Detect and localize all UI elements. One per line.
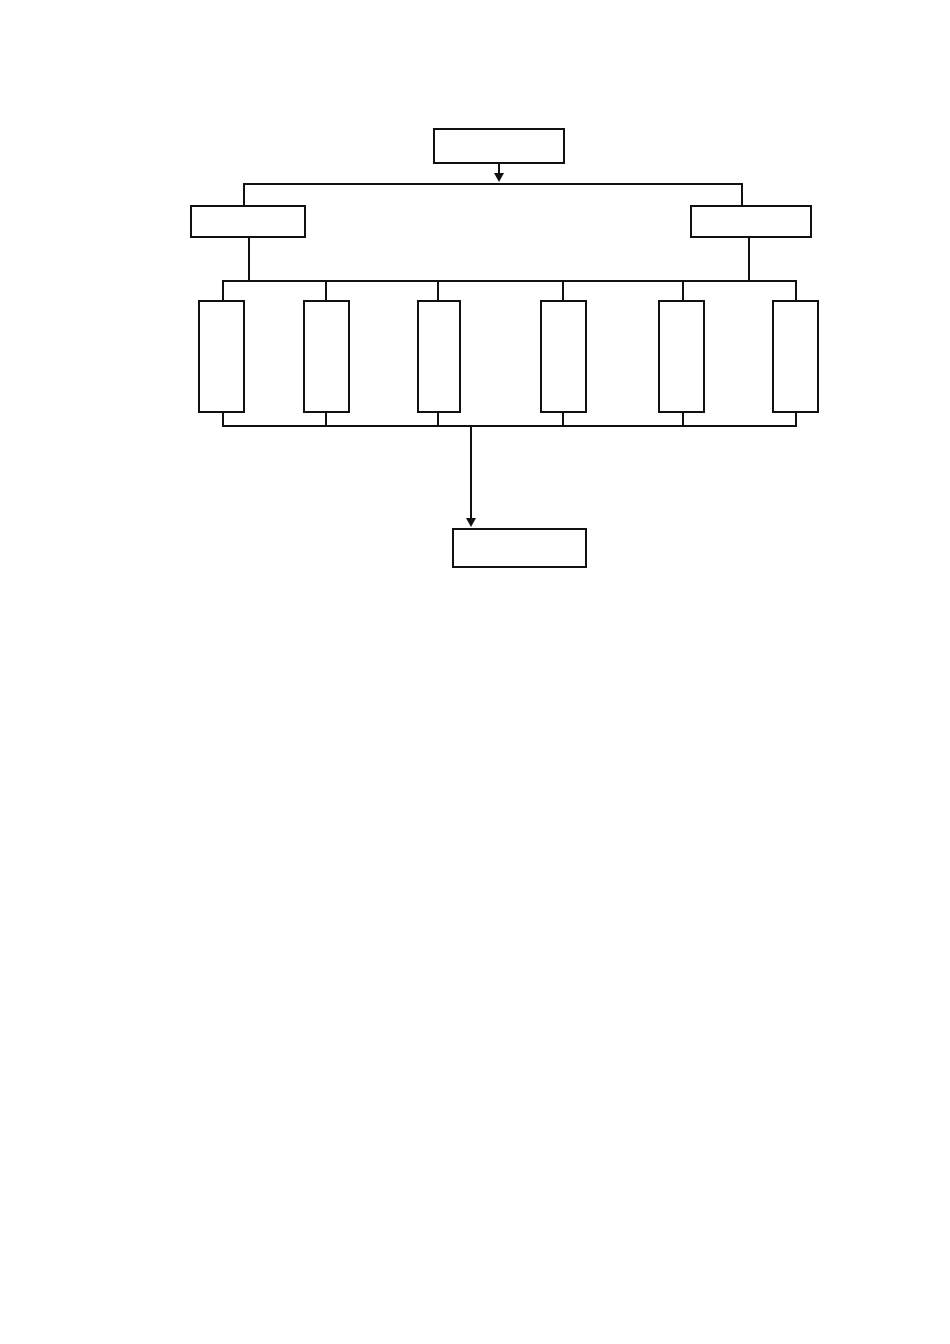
box-dept-office — [772, 300, 819, 413]
connector — [222, 413, 224, 425]
box-dept-design — [540, 300, 587, 413]
connector — [437, 280, 439, 300]
box-tech-lead — [690, 205, 812, 238]
box-work-areas — [452, 528, 587, 568]
connector — [562, 413, 564, 425]
connector — [325, 280, 327, 300]
box-dept-lab — [658, 300, 705, 413]
connector — [795, 413, 797, 425]
connector — [562, 280, 564, 300]
box-dept-quality-safety — [417, 300, 461, 413]
connector — [741, 183, 743, 205]
connector — [222, 425, 797, 427]
connector — [682, 280, 684, 300]
box-deputy-manager — [190, 205, 306, 238]
arrow-icon — [466, 518, 476, 527]
connector — [795, 280, 797, 300]
connector — [222, 280, 797, 282]
connector — [243, 183, 743, 185]
connector — [248, 238, 250, 280]
connector — [470, 425, 472, 525]
connector — [222, 280, 224, 300]
connector — [325, 413, 327, 425]
box-dept-construction — [303, 300, 350, 413]
box-dept-planning — [198, 300, 245, 413]
box-project-manager — [433, 128, 565, 164]
connector — [437, 413, 439, 425]
connector — [748, 238, 750, 280]
arrow-icon — [494, 173, 504, 182]
connector — [682, 413, 684, 425]
connector — [243, 183, 245, 205]
